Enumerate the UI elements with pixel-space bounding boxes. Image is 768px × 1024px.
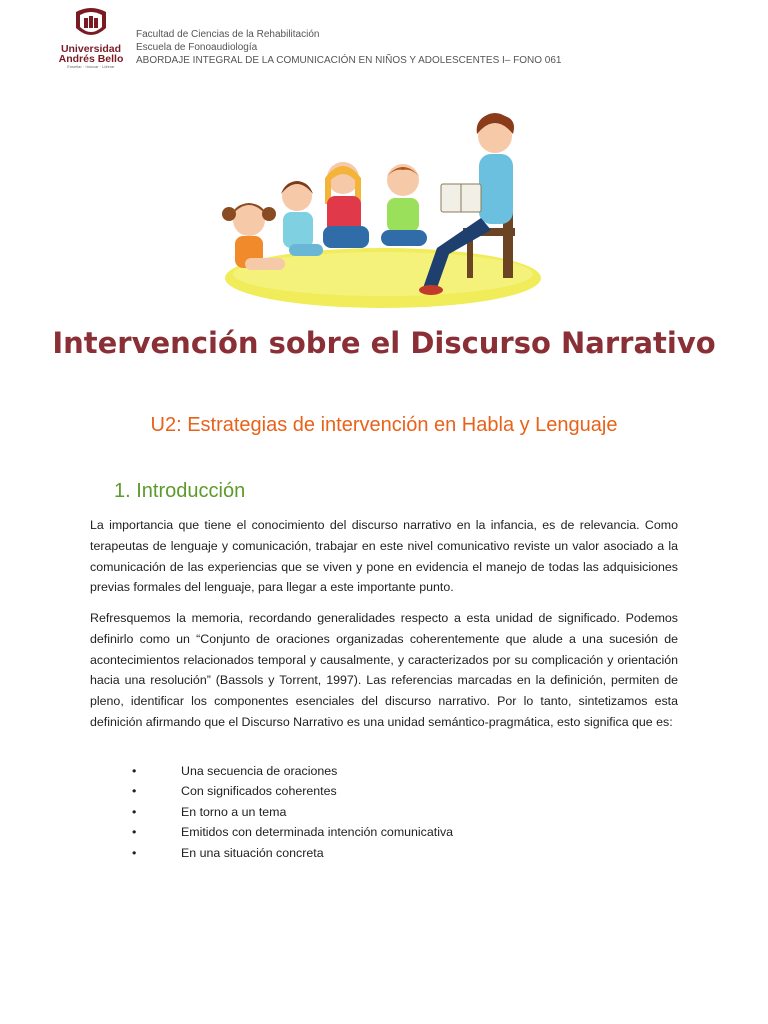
bullet-list [132,761,453,863]
reading-story-illustration [205,108,545,308]
bullet-icon: • [132,845,137,860]
header-course: ABORDAJE INTEGRAL DE LA COMUNICACIÓN EN NIÑOS Y ADOLESCENTES I– FONO 061 [136,55,562,66]
list-item-text: Emitidos con determinada intención comunicativa [181,825,454,840]
list-item [132,761,453,781]
list-item [132,802,453,822]
document-header [58,6,738,76]
document-title: Intervención sobre el Discurso Narrativo [52,326,716,360]
crest-icon [58,6,124,46]
bullet-icon: • [132,804,137,819]
list-item [132,843,453,863]
university-logo [58,6,124,70]
section-heading: 1. Introducción [114,480,246,502]
list-item-text: Con significados coherentes [181,784,337,799]
header-faculty: Facultad de Ciencias de la Rehabilitación [136,29,320,40]
list-item-text: En una situación concreta [181,845,324,860]
document-subtitle: U2: Estrategias de intervención en Habla y Lenguaje [150,414,618,436]
list-item-text: Una secuencia de oraciones [181,764,338,778]
logo-motto: Enseñar · Innovar · Liderar [67,65,115,69]
bullet-icon: • [132,764,137,778]
list-item [132,822,453,842]
paragraph-2: Refresquemos la memoria, recordando generalidades respecto a esta unidad de significado. Podemos definirlo como un “Conjunto de oraciones organizadas coherentemente que alude a una sucesión de acontecimientos relacionados temporal y causalmente, y caracterizados por su complicación y orientación hacia una resolución” (Bassols y Torrent, 1997). Las referencias marcadas en la definición, permiten de pleno, identificar los componentes esenciales del discurso narrativo. Por lo tanto, sintetizamos esta definición afirmando que el Discurso Narrativo es una unidad semántico-pragmática, esto significa que es: [90,611,678,729]
bullet-icon: • [132,825,137,840]
list-item [132,781,453,801]
paragraph-1: La importancia que tiene el conocimiento del discurso narrativo en la infancia, es de relevancia. Como terapeutas de lenguaje y comunicación, trabajar en este nivel comunicativo reviste un valor asociado a la comunicación de las experiencias que se viven y pone en evidencia el manejo de todas las adquisiciones previas formales del lenguaje, para llegar a este importante punto. [90,518,678,595]
logo-wordmark: Universidad Andrés Bello [58,43,124,65]
bullet-icon: • [132,784,137,799]
header-school: Escuela de Fonoaudiología [136,42,258,53]
list-item-text: En torno a un tema [181,804,287,819]
